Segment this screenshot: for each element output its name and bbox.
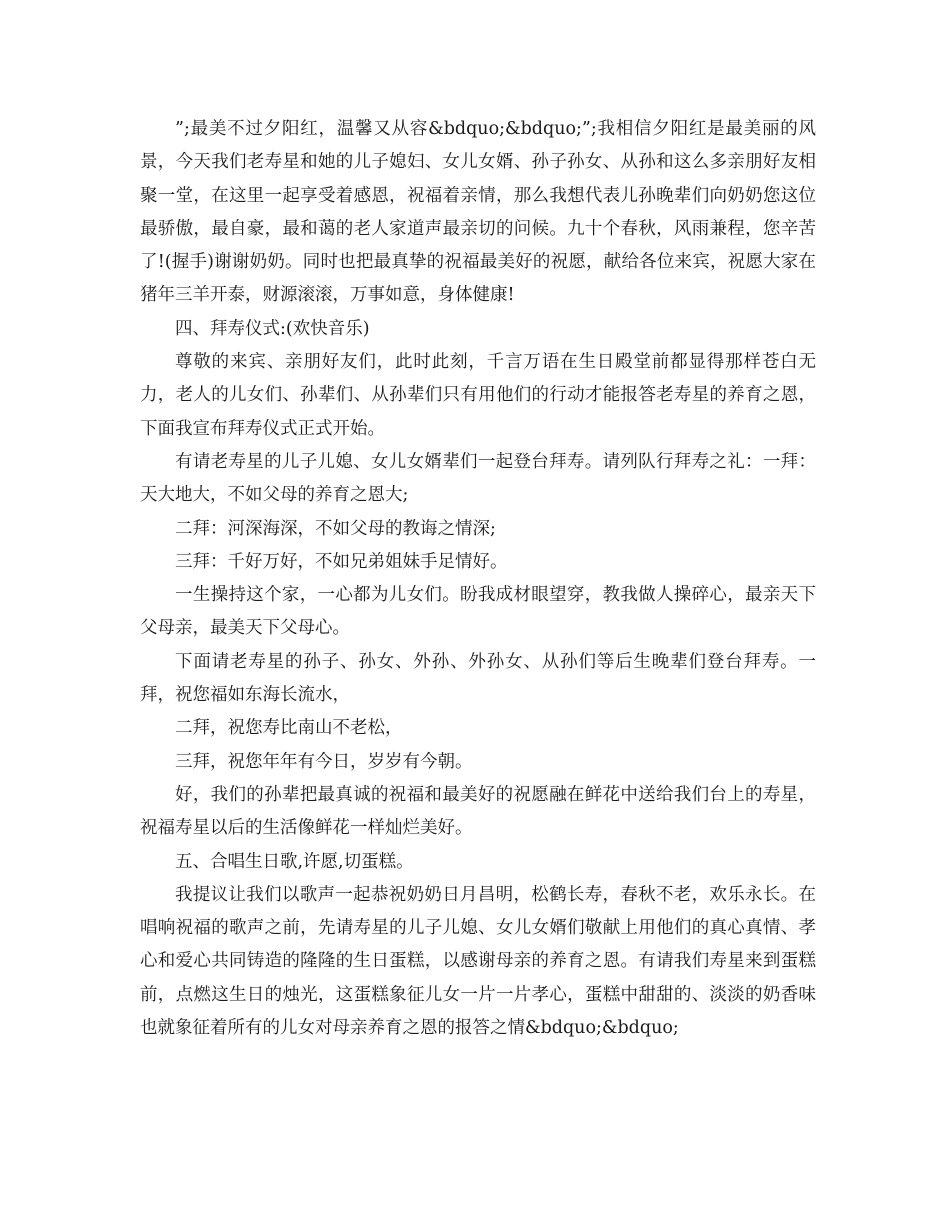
paragraph-flower-presentation: 好，我们的孙辈把最真诚的祝福和最美好的祝愿融在鲜花中送给我们台上的寿星，祝福寿星以后的生活像鲜花一样灿烂美好。 — [140, 784, 816, 839]
paragraph-cake-ceremony: 我提议让我们以歌声一起恭祝奶奶日月昌明，松鹤长寿，春秋不老，欢乐永长。在唱响祝福的歌声之前，先请寿星的儿子儿媳、女儿女婿们敬献上用他们的真心真情、孝心和爱心共同铸造的隆隆的生日蛋糕，以感谢母亲的养育之恩。有请我们寿星来到蛋糕前，点燃这生日的烛光，这蛋糕象征儿女一片一片孝心，蛋糕中甜甜的、淡淡的奶香味也就象征着所有的儿女对母亲养育之恩的报答之情&bdquo;&bdquo; — [140, 884, 816, 1039]
section-heading-birthday-bow-ceremony: 四、拜寿仪式:(欢快音乐) — [175, 318, 370, 339]
document-body — [140, 113, 816, 1045]
paragraph-children-bow: 有请老寿星的儿子儿媳、女儿女婿辈们一起登台拜寿。请列队行拜寿之礼：一拜：天大地大，不如父母的养育之恩大; — [140, 451, 816, 506]
section-heading-birthday-song-cake: 五、合唱生日歌,许愿,切蛋糕。 — [175, 851, 414, 872]
paragraph-third-bow: 三拜：千好万好，不如兄弟姐妹手足情好。 — [175, 551, 508, 572]
paragraph-second-bow: 二拜：河深海深，不如父母的教诲之情深; — [175, 518, 496, 539]
paragraph-grandchildren-second-bow: 二拜，祝您寿比南山不老松， — [175, 718, 403, 739]
paragraph-grandchildren-third-bow: 三拜，祝您年年有今日，岁岁有今朝。 — [175, 751, 473, 772]
paragraph-opening-toast: ”;最美不过夕阳红，温馨又从容&bdquo;&bdquo;”;我相信夕阳红是最美丽的风景，今天我们老寿星和她的儿子媳妇、女儿女婿、孙子孙女、从孙和这么多亲朋好友相聚一堂，在这里一起享受着感恩，祝福着亲情，那么我想代表儿孙晚辈们向奶奶您这位最骄傲，最自豪，最和蔼的老人家道声最亲切的问候。九十个春秋，风雨兼程，您辛苦了!(握手)谢谢奶奶。同时也把最真挚的祝福最美好的祝愿，献给各位来宾，祝愿大家在猪年三羊开泰，财源滚滚，万事如意，身体健康! — [140, 119, 816, 306]
paragraph-parents-tribute: 一生操持这个家，一心都为儿女们。盼我成材眼望穿，教我做人操碎心，最亲天下父母亲，最美天下父母心。 — [140, 585, 816, 639]
paragraph-ceremony-intro: 尊敬的来宾、亲朋好友们，此时此刻，千言万语在生日殿堂前都显得那样苍白无力，老人的儿女们、孙辈们、从孙辈们只有用他们的行动才能报答老寿星的养育之恩，下面我宣布拜寿仪式正式开始。 — [140, 352, 816, 439]
paragraph-grandchildren-bow: 下面请老寿星的孙子、孙女、外孙、外孙女、从孙们等后生晚辈们登台拜寿。一拜，祝您福如东海长流水， — [140, 651, 816, 706]
